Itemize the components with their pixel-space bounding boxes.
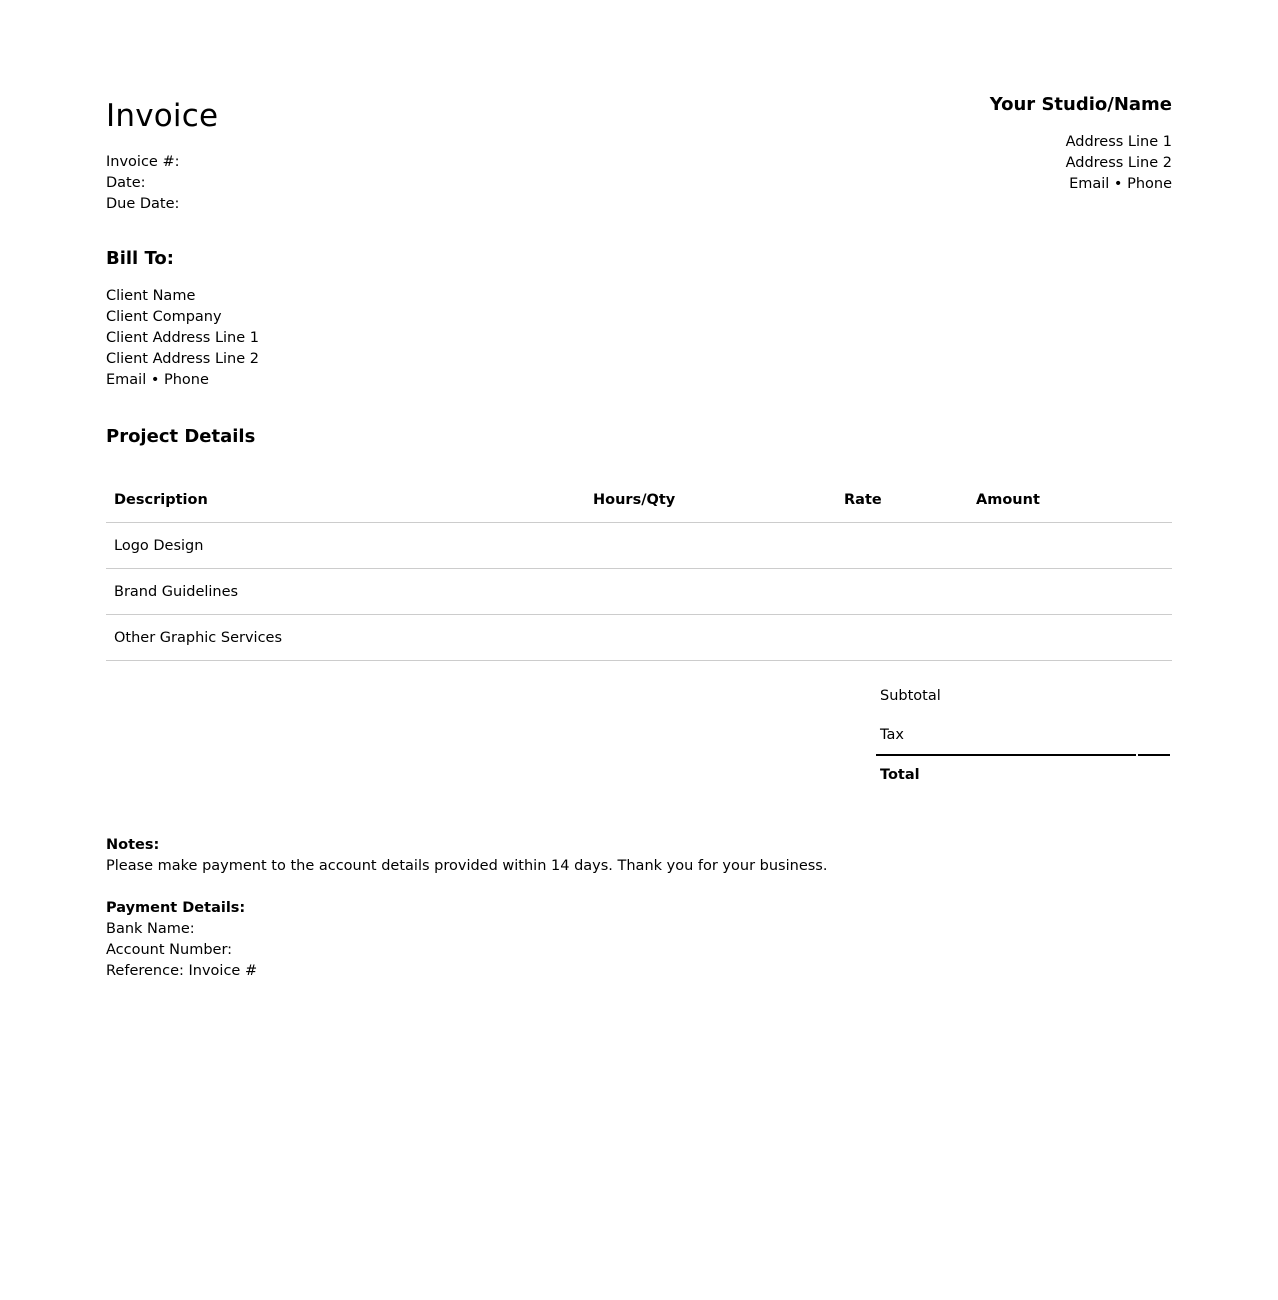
invoice-due-date-label: Due Date: (106, 196, 180, 212)
item-amount (968, 523, 1172, 569)
table-header-row (106, 477, 1172, 523)
subtotal-label: Subtotal (880, 687, 941, 704)
column-header-rate: Rate (836, 477, 968, 523)
studio-address (990, 132, 1172, 195)
studio-info (990, 93, 1172, 195)
subtotal-row (876, 676, 1170, 715)
line-items-table (106, 477, 1172, 661)
notes-label: Notes: (106, 837, 160, 853)
column-header-amount: Amount (968, 477, 1172, 523)
item-amount (968, 569, 1172, 615)
notes-text: Please make payment to the account details provided within 14 days. Thank you for your business. (106, 858, 828, 874)
client-contact: Email • Phone (106, 372, 209, 388)
bill-to-section (106, 247, 259, 391)
bill-to-details (106, 286, 259, 391)
studio-address-line-2: Address Line 2 (1065, 155, 1172, 171)
payment-details-label: Payment Details: (106, 900, 246, 916)
client-address-line-1: Client Address Line 1 (106, 330, 259, 346)
notes-section (106, 835, 827, 877)
item-rate (836, 569, 968, 615)
total-row (876, 754, 1170, 794)
studio-name: Your Studio/Name (989, 94, 1172, 115)
total-value (1138, 754, 1170, 794)
item-rate (836, 523, 968, 569)
table-row (106, 569, 1172, 615)
client-name: Client Name (106, 288, 196, 304)
account-number-label: Account Number: (106, 942, 233, 958)
tax-value (1138, 715, 1170, 754)
item-qty (585, 523, 836, 569)
subtotal-value (1138, 676, 1170, 715)
invoice-header (106, 0, 1172, 230)
item-description: Other Graphic Services (106, 615, 585, 661)
project-details-heading: Project Details (106, 426, 256, 447)
client-company: Client Company (106, 309, 222, 325)
invoice-meta (106, 152, 179, 215)
item-qty (585, 615, 836, 661)
payment-details-section (106, 898, 257, 982)
studio-contact: Email • Phone (1069, 176, 1172, 192)
studio-address-line-1: Address Line 1 (1065, 134, 1172, 150)
client-address-line-2: Client Address Line 2 (106, 351, 259, 367)
invoice-number-label: Invoice #: (106, 154, 180, 170)
tax-row (876, 715, 1170, 754)
invoice-date-label: Date: (106, 175, 146, 191)
bill-to-heading: Bill To: (106, 248, 174, 269)
table-row (106, 615, 1172, 661)
item-description: Brand Guidelines (106, 569, 585, 615)
column-header-description: Description (106, 477, 585, 523)
column-header-hours-qty: Hours/Qty (585, 477, 836, 523)
item-qty (585, 569, 836, 615)
project-details-section (106, 425, 1172, 661)
table-row (106, 523, 1172, 569)
totals-table (874, 676, 1172, 794)
item-amount (968, 615, 1172, 661)
invoice-page (106, 0, 1172, 979)
item-description: Logo Design (106, 523, 585, 569)
tax-label: Tax (880, 726, 904, 743)
invoice-title: Invoice (106, 98, 219, 134)
item-rate (836, 615, 968, 661)
reference-label: Reference: Invoice # (106, 963, 258, 979)
bank-name-label: Bank Name: (106, 921, 195, 937)
total-label: Total (876, 754, 1136, 794)
